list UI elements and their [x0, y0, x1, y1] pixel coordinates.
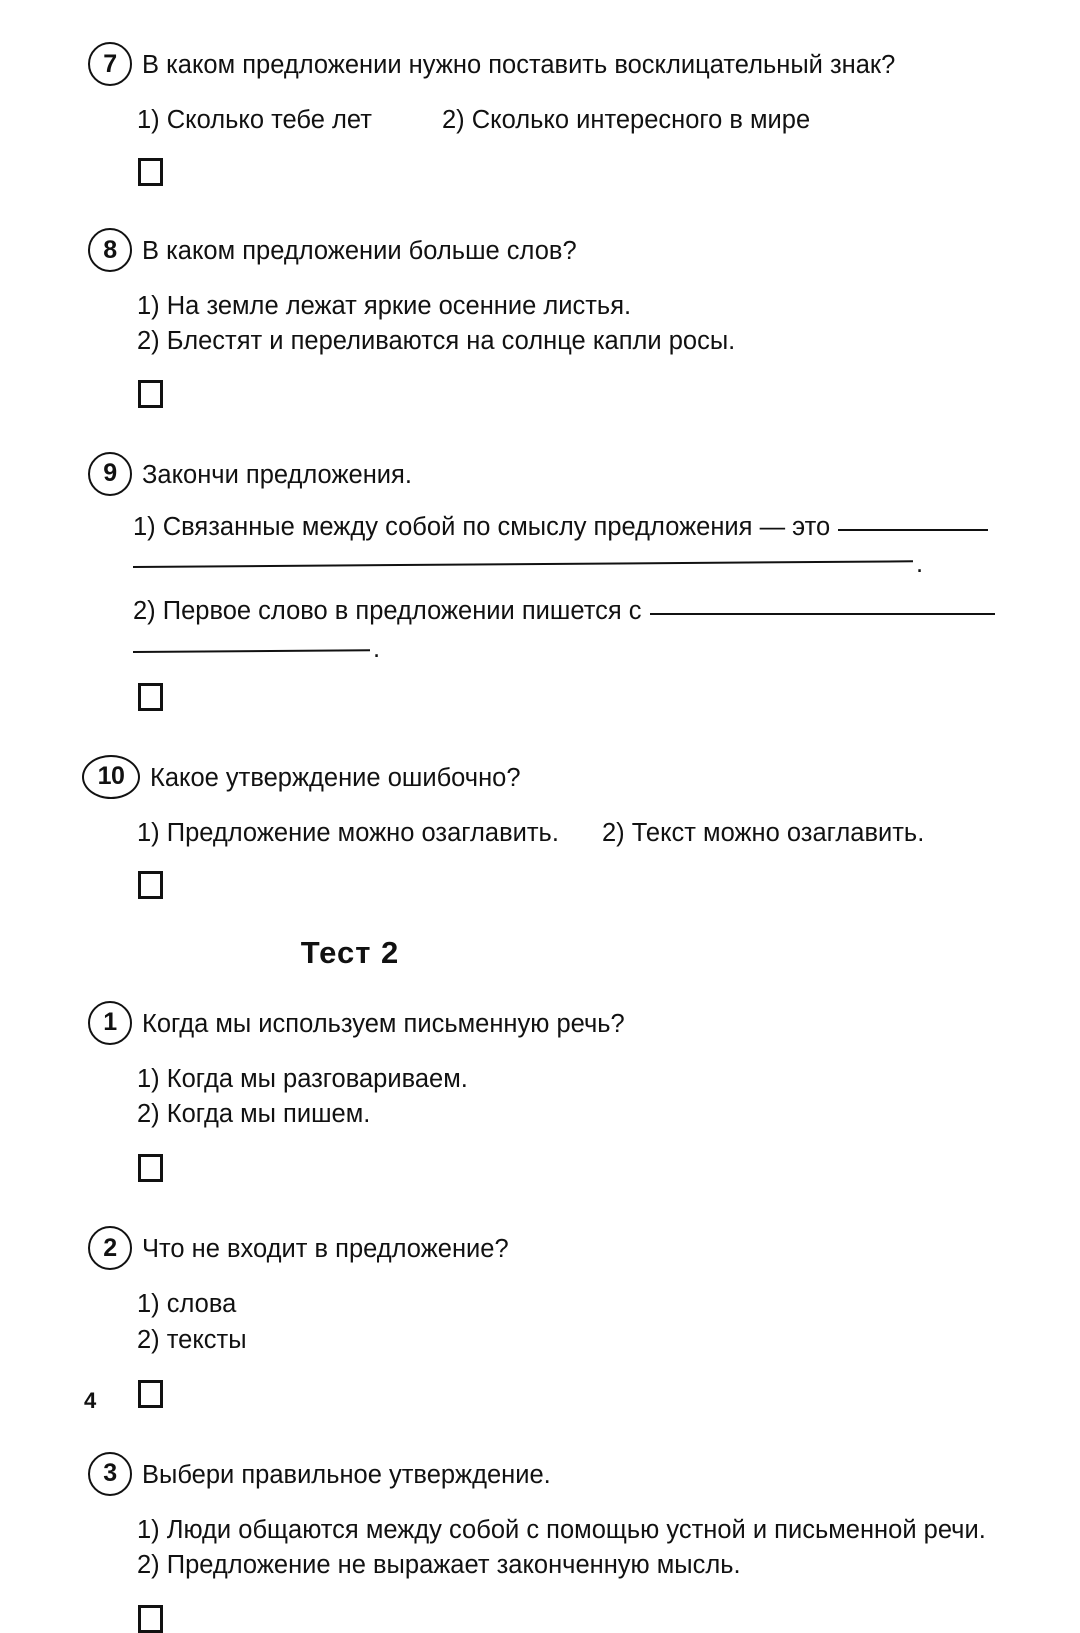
- question-7-header: [0, 48, 1080, 86]
- question-t2-3-number: 3: [88, 1452, 132, 1496]
- question-t2-1-number: 1: [88, 1001, 132, 1045]
- question-9-prompt: Закончи предложения.: [142, 460, 412, 489]
- question-t2-3-answer-row: [0, 1605, 1080, 1633]
- question-8: [0, 186, 1080, 407]
- question-8-answer-checkbox[interactable]: [138, 380, 163, 408]
- question-t2-2-answer-row: [0, 1380, 1080, 1408]
- question-8-number: 8: [88, 228, 132, 272]
- question-8-option-2[interactable]: 2) Блестят и переливаются на солнце капли росы.: [137, 327, 736, 356]
- question-10-prompt: Какое утверждение ошибочно?: [150, 763, 521, 792]
- question-t2-2: [0, 1182, 1080, 1407]
- question-7-answer-row: [0, 158, 1080, 186]
- question-t2-2-option-2[interactable]: 2) тексты: [137, 1325, 247, 1354]
- question-10-option-1[interactable]: 1) Предложение можно озаглавить.: [137, 818, 559, 847]
- question-9-fill-ins: [0, 512, 1080, 663]
- question-7-option-row: [137, 103, 1080, 138]
- question-t2-2-prompt: Что не входит в предложение?: [142, 1235, 509, 1264]
- question-t2-2-answer-checkbox[interactable]: [138, 1380, 163, 1408]
- question-10-answer-checkbox[interactable]: [138, 871, 163, 899]
- question-10-options: [0, 816, 1080, 851]
- question-7: [0, 0, 1080, 186]
- question-10-number: 10: [82, 755, 140, 799]
- question-8-prompt: В каком предложении больше слов?: [142, 237, 577, 266]
- question-9-header: [0, 458, 1080, 496]
- question-9-fill-in-1-label: 1) Связанные между собой по смыслу предложения — это: [133, 512, 831, 541]
- question-t2-1-option-2[interactable]: 2) Когда мы пишем.: [137, 1100, 371, 1129]
- question-t2-1: [0, 971, 1080, 1182]
- question-t2-2-header: [0, 1232, 1080, 1270]
- question-t2-2-number: 2: [88, 1226, 132, 1270]
- question-9-fill-in-2-label-row: [133, 596, 1080, 627]
- question-8-option-1[interactable]: 1) На земле лежат яркие осенние листья.: [137, 292, 632, 321]
- page-number: 4: [84, 1388, 97, 1413]
- question-7-option-2[interactable]: 2) Сколько интересного в мире: [442, 106, 811, 134]
- question-9-fill-in-1-line-row: .: [133, 564, 1080, 572]
- question-9-fill-in-1-label-row: [133, 512, 1080, 543]
- question-t2-3-options: [0, 1513, 1080, 1583]
- question-10-answer-row: [0, 871, 1080, 899]
- question-9: [0, 408, 1080, 711]
- question-t2-1-header: [0, 1007, 1080, 1045]
- question-t2-3-option-1[interactable]: 1) Люди общаются между собой с помощью устной и письменной речи.: [137, 1515, 986, 1544]
- question-9-answer-checkbox[interactable]: [138, 683, 163, 711]
- question-t2-3-answer-checkbox[interactable]: [138, 1605, 163, 1633]
- question-10: [0, 711, 1080, 899]
- question-8-answer-row: [0, 380, 1080, 408]
- question-t2-3-prompt: Выбери правильное утверждение.: [142, 1460, 551, 1489]
- question-10-option-row: [137, 816, 1080, 851]
- question-7-options: [0, 103, 1080, 138]
- question-t2-1-options: [0, 1062, 1080, 1132]
- question-9-fill-in-2-label: 2) Первое слово в предложении пишется с: [133, 597, 642, 626]
- question-9-fill-in-2-line-a[interactable]: [650, 613, 995, 615]
- question-7-answer-checkbox[interactable]: [138, 158, 163, 186]
- question-10-header: [0, 761, 1080, 799]
- question-7-number: 7: [88, 42, 132, 86]
- question-9-number: 9: [88, 452, 132, 496]
- question-9-fill-in-2-line-b[interactable]: [133, 649, 370, 653]
- question-7-prompt: В каком предложении нужно поставить восклицательный знак?: [142, 51, 896, 79]
- question-t2-2-options: [0, 1287, 1080, 1357]
- question-t2-1-answer-checkbox[interactable]: [138, 1154, 163, 1182]
- question-t2-1-prompt: Когда мы используем письменную речь?: [142, 1009, 625, 1038]
- question-t2-1-answer-row: [0, 1154, 1080, 1182]
- question-t2-3-option-2[interactable]: 2) Предложение не выражает законченную мысль.: [137, 1550, 741, 1579]
- test-2-heading: Тест 2: [300, 934, 400, 970]
- question-t2-2-option-1[interactable]: 1) слова: [137, 1290, 237, 1319]
- question-t2-3: [0, 1408, 1080, 1633]
- question-9-fill-in-2-line-row: .: [133, 649, 1080, 657]
- question-t2-1-option-1[interactable]: 1) Когда мы разговариваем.: [137, 1064, 468, 1093]
- question-8-header: [0, 234, 1080, 272]
- question-9-answer-row: [0, 683, 1080, 711]
- question-t2-3-header: [0, 1458, 1080, 1496]
- question-10-option-2[interactable]: 2) Текст можно озаглавить.: [602, 818, 925, 847]
- question-9-fill-in-1-line-b[interactable]: [133, 560, 913, 568]
- question-7-option-1[interactable]: 1) Сколько тебе лет: [137, 106, 372, 134]
- question-9-fill-in-1-line-a[interactable]: [838, 529, 988, 531]
- question-8-options: [0, 289, 1080, 359]
